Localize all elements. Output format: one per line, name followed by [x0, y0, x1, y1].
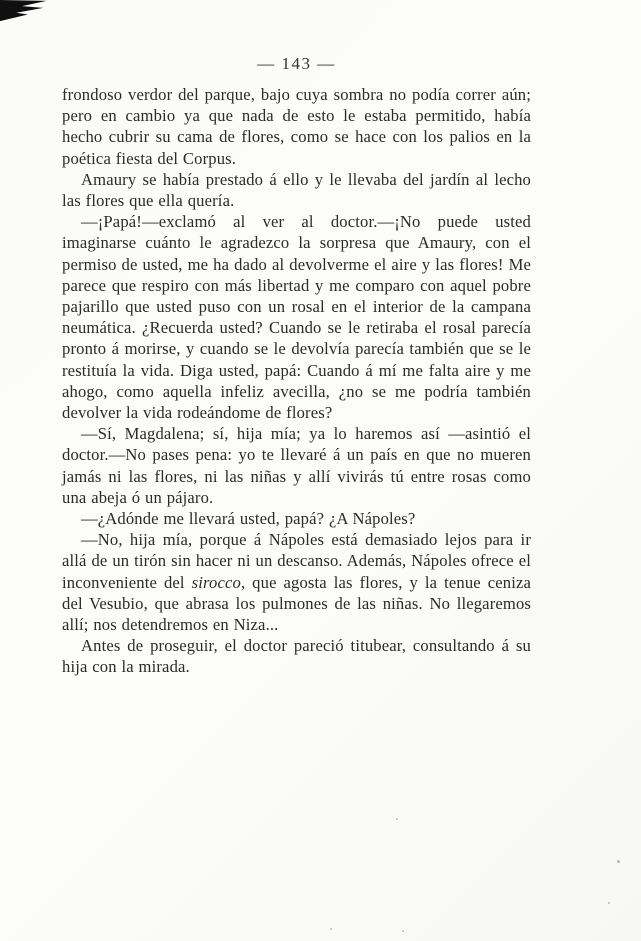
scan-speck: [608, 902, 610, 904]
scan-smudge-artifact: [0, 0, 48, 22]
body-text: , que agosta las flores, y la tenue ceniza del Vesubio, que abrasa los pulmones de las niñas. No llegaremos allí; nos detendremos en Niza...: [62, 572, 531, 635]
paragraph: [62, 529, 531, 635]
body-text: frondoso verdor del parque, bajo cuya sombra no podía correr aún; pero en cambio ya que nada de esto le estaba permitido, había hecho cubrir su cama de flores, como se hace con los palios en la poética fiesta del Corpus.: [62, 85, 531, 168]
scan-speck: [617, 860, 620, 863]
paragraph: [62, 169, 531, 211]
scan-speck: [396, 818, 398, 820]
scan-speck: [330, 928, 332, 930]
text-block: [62, 84, 531, 678]
paragraph: [62, 211, 531, 423]
body-text: Antes de proseguir, el doctor pareció titubear, consultando á su hija con la mirada.: [62, 636, 531, 677]
body-text: Amaury se había prestado á ello y le llevaba del jardín al lecho las flores que ella quería.: [62, 169, 531, 211]
body-text: —¡Papá!—exclamó al ver al doctor.—¡No puede usted imaginarse cuánto le agradezco la sorpresa que Amaury, con el permiso de usted, me ha dado al devolverme el aire y las flores! Me parece que respiro con más libertad y me comparo con aquel pobre pajarillo que usted puso con un rosal en el interior de la campana neumática. ¿Recuerda usted? Cuando se le retiraba el rosal parecía pronto á morirse, y cuando se le devolvía parecía también que se le restituía la vida. Diga usted, papá: Cuando á mí me falta aire y me ahogo, como aquella infeliz avecilla, ¿no se me podría también devolver la vida rodeándome de flores?: [62, 212, 531, 423]
page-number: — 143 —: [257, 54, 336, 73]
paragraph: [62, 635, 531, 677]
body-text: —¿Adónde me llevará usted, papá? ¿A Nápoles?: [81, 509, 416, 529]
paragraph: [62, 423, 531, 508]
paragraph: [62, 84, 531, 169]
italic-text: sirocco: [191, 572, 241, 592]
paragraph: [62, 508, 531, 529]
scan-speck: [402, 930, 404, 932]
body-text: —No, hija mía, porque á Nápoles está demasiado lejos para ir allá de un tirón sin hacer ni un descanso. Además, Nápoles ofrece el inconveniente del: [62, 530, 531, 592]
body-text: —Sí, Magdalena; sí, hija mía; ya lo haremos así —asintió el doctor.—No pases pena: yo te llevaré á un país en que no mueren jamás ni las flores, ni las niñas y allí vivirás tú entre rosas como una abeja ó un pájaro.: [62, 424, 531, 507]
